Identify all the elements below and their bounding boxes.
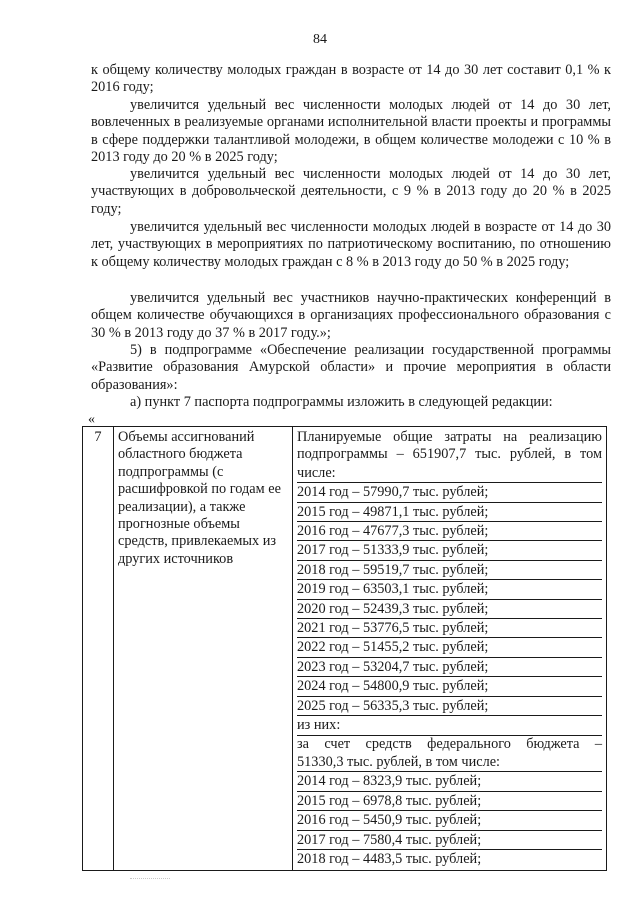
paragraph-1: к общему количеству молодых граждан в возрасте от 14 до 30 лет составит 0,1 % к 2016 году; (91, 62, 611, 96)
opening-quote: « (88, 412, 95, 427)
passport-table (82, 426, 607, 871)
federal-line-1: за счет средств федерального бюджета – (297, 735, 602, 752)
paragraph-2: увеличится удельный вес численности молодых людей от 14 до 30 лет, вовлеченных в реализуемые органами исполнительной власти проекты и программы в сфере поддержки талантливой молодежи, в общем количестве молодежи с 10 % в 2013 году до 20 % в 2025 году; (91, 97, 611, 165)
paragraph-4: увеличится удельный вес численности молодых людей в возрасте от 14 до 30 лет, участвующих в мероприятиях по патриотическому воспитанию, по отношению к общему количеству молодых граждан с 8 % в 2013 году до 50 % в 2025 году; (91, 219, 611, 270)
year-federal-line: 2017 год – 7580,4 тыс. рублей; (297, 832, 602, 850)
year-total-line: 2017 год – 51333,9 тыс. рублей; (297, 542, 602, 560)
paragraph-7: а) пункт 7 паспорта подпрограммы изложить в следующей редакции: (130, 394, 553, 410)
year-federal-line: 2016 год – 5450,9 тыс. рублей; (297, 812, 602, 830)
table-row (83, 427, 607, 871)
year-federal-line: 2018 год – 4483,5 тыс. рублей; (297, 850, 482, 867)
value-intro-line-2: подпрограммы – 651907,7 тыс. рублей, в том (297, 446, 602, 463)
value-intro-line-3: числе: (297, 465, 602, 483)
row-number-cell: 7 (83, 427, 114, 871)
year-total-line: 2019 год – 63503,1 тыс. рублей; (297, 581, 602, 599)
scan-artifact-divider (130, 878, 170, 879)
year-total-line: 2025 год – 56335,3 тыс. рублей; (297, 698, 602, 716)
year-federal-line: 2014 год – 8323,9 тыс. рублей; (297, 773, 602, 791)
year-total-line: 2023 год – 53204,7 тыс. рублей; (297, 659, 602, 677)
paragraph-5: увеличится удельный вес участников научно-практических конференций в общем количестве обучающихся в организациях профессионального образования с 30 % в 2013 году до 37 % в 2017 году.»; (91, 290, 611, 341)
year-total-line: 2015 год – 49871,1 тыс. рублей; (297, 504, 602, 522)
paragraph-3: увеличится удельный вес численности молодых людей от 14 до 30 лет, участвующих в добровольческой деятельности, с 9 % в 2013 году до 20 % в 2025 году; (91, 166, 611, 217)
year-total-line: 2022 год – 51455,2 тыс. рублей; (297, 639, 602, 657)
year-total-line: 2014 год – 57990,7 тыс. рублей; (297, 484, 602, 502)
year-total-line: 2018 год – 59519,7 тыс. рублей; (297, 562, 602, 580)
year-federal-line: 2015 год – 6978,8 тыс. рублей; (297, 793, 602, 811)
year-total-line: 2024 год – 54800,9 тыс. рублей; (297, 678, 602, 696)
year-total-line: 2016 год – 47677,3 тыс. рублей; (297, 523, 602, 541)
row-value-cell (293, 427, 607, 871)
year-total-line: 2020 год – 52439,3 тыс. рублей; (297, 601, 602, 619)
year-total-line: 2021 год – 53776,5 тыс. рублей; (297, 620, 602, 638)
row-name-cell: Объемы ассигнований областного бюджета подпрограммы (с расшифровкой по годам ее реализации), а также прогнозные объемы средств, привлекаемых из других источников (114, 427, 293, 871)
value-intro-line-1: Планируемые общие затраты на реализацию (297, 429, 602, 445)
of-them-line: из них: (297, 717, 602, 735)
paragraph-6: 5) в подпрограмме «Обеспечение реализации государственной программы «Развитие образования Амурской области» и прочие мероприятия в области образования»: (91, 342, 611, 393)
page-number: 84 (313, 32, 327, 47)
federal-line-2: 51330,3 тыс. рублей, в том числе: (297, 754, 602, 772)
